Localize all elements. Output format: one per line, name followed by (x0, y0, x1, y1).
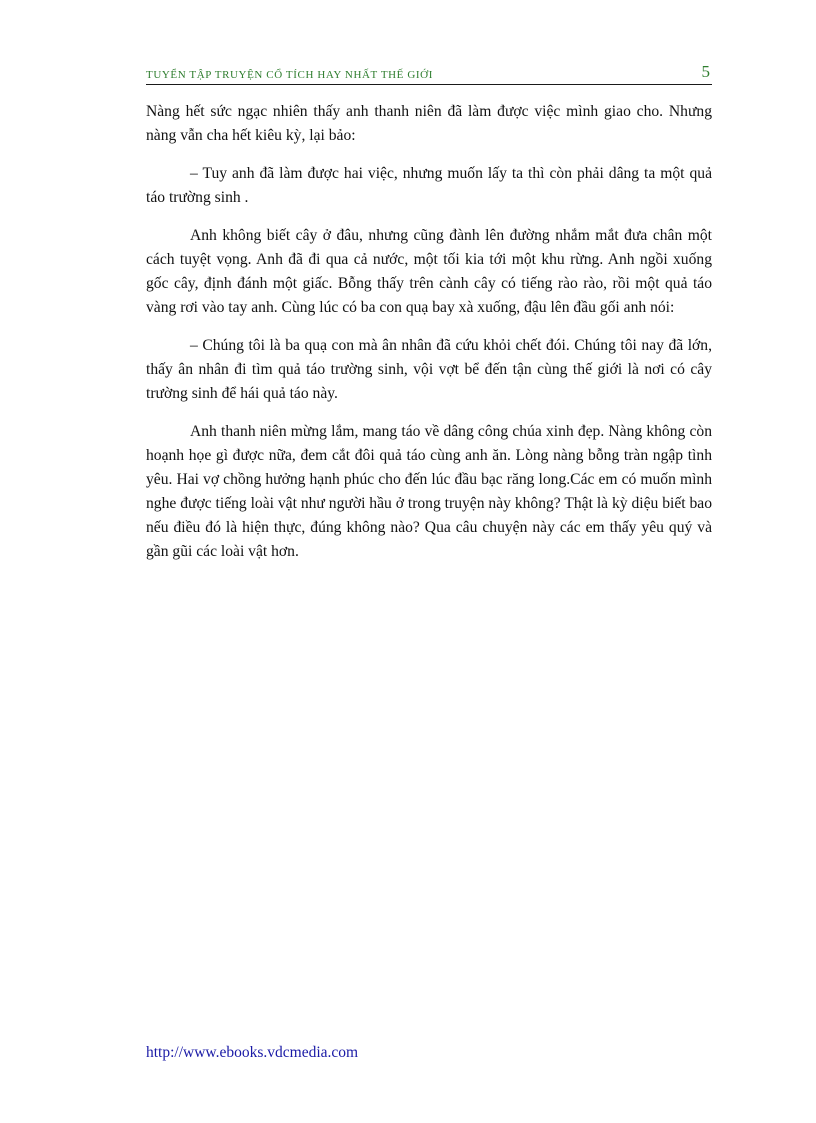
book-title: TUYỂN TẬP TRUYỆN CỔ TÍCH HAY NHẤT THẾ GIỚI (146, 69, 433, 81)
dialogue-paragraph: – Chúng tôi là ba quạ con mà ân nhân đã cứu khỏi chết đói. Chúng tôi nay đã lớn, thấy ân nhân đi tìm quả táo trường sinh, vội vợt bể đến tận cùng thế giới là nơi có cây trường sinh để hái quả táo này. (146, 337, 712, 402)
running-header (146, 58, 712, 85)
page-number: 5 (701, 62, 710, 81)
dialogue-paragraph: – Tuy anh đã làm được hai việc, nhưng muốn lấy ta thì còn phải dâng ta một quả táo trường sinh . (146, 165, 712, 206)
paragraph: Anh không biết cây ở đâu, nhưng cũng đành lên đường nhắm mắt đưa chân một cách tuyệt vọng. Anh đã đi qua cả nước, một tối kia tới một khu rừng. Anh ngồi xuống gốc cây, định đánh một giấc. Bỗng thấy trên cành cây có tiếng rào rào, rồi một quả táo vàng rơi vào tay anh. Cùng lúc có ba con quạ bay xà xuống, đậu lên đầu gối anh nói: (146, 227, 712, 316)
footer-website-link[interactable]: http://www.ebooks.vdcmedia.com (146, 1044, 359, 1061)
paragraph: Anh thanh niên mừng lắm, mang táo về dâng công chúa xinh đẹp. Nàng không còn hoạnh họe gì được nữa, đem cắt đôi quả táo cùng anh ăn. Lòng nàng bỗng tràn ngập tình yêu. Hai vợ chồng hưởng hạnh phúc cho đến lúc đầu bạc răng long.Các em có muốn mình nghe được tiếng loài vật như người hầu ở trong truyện này không? Thật là kỳ diệu biết bao nếu điều đó là hiện thực, đúng không nào? Qua câu chuyện này các em thấy yêu quý và gần gũi các loài vật hơn. (146, 423, 713, 560)
paragraph: Nàng hết sức ngạc nhiên thấy anh thanh niên đã làm được việc mình giao cho. Nhưng nàng vẫn cha hết kiêu kỳ, lại bảo: (146, 103, 712, 144)
story-text (146, 100, 712, 578)
